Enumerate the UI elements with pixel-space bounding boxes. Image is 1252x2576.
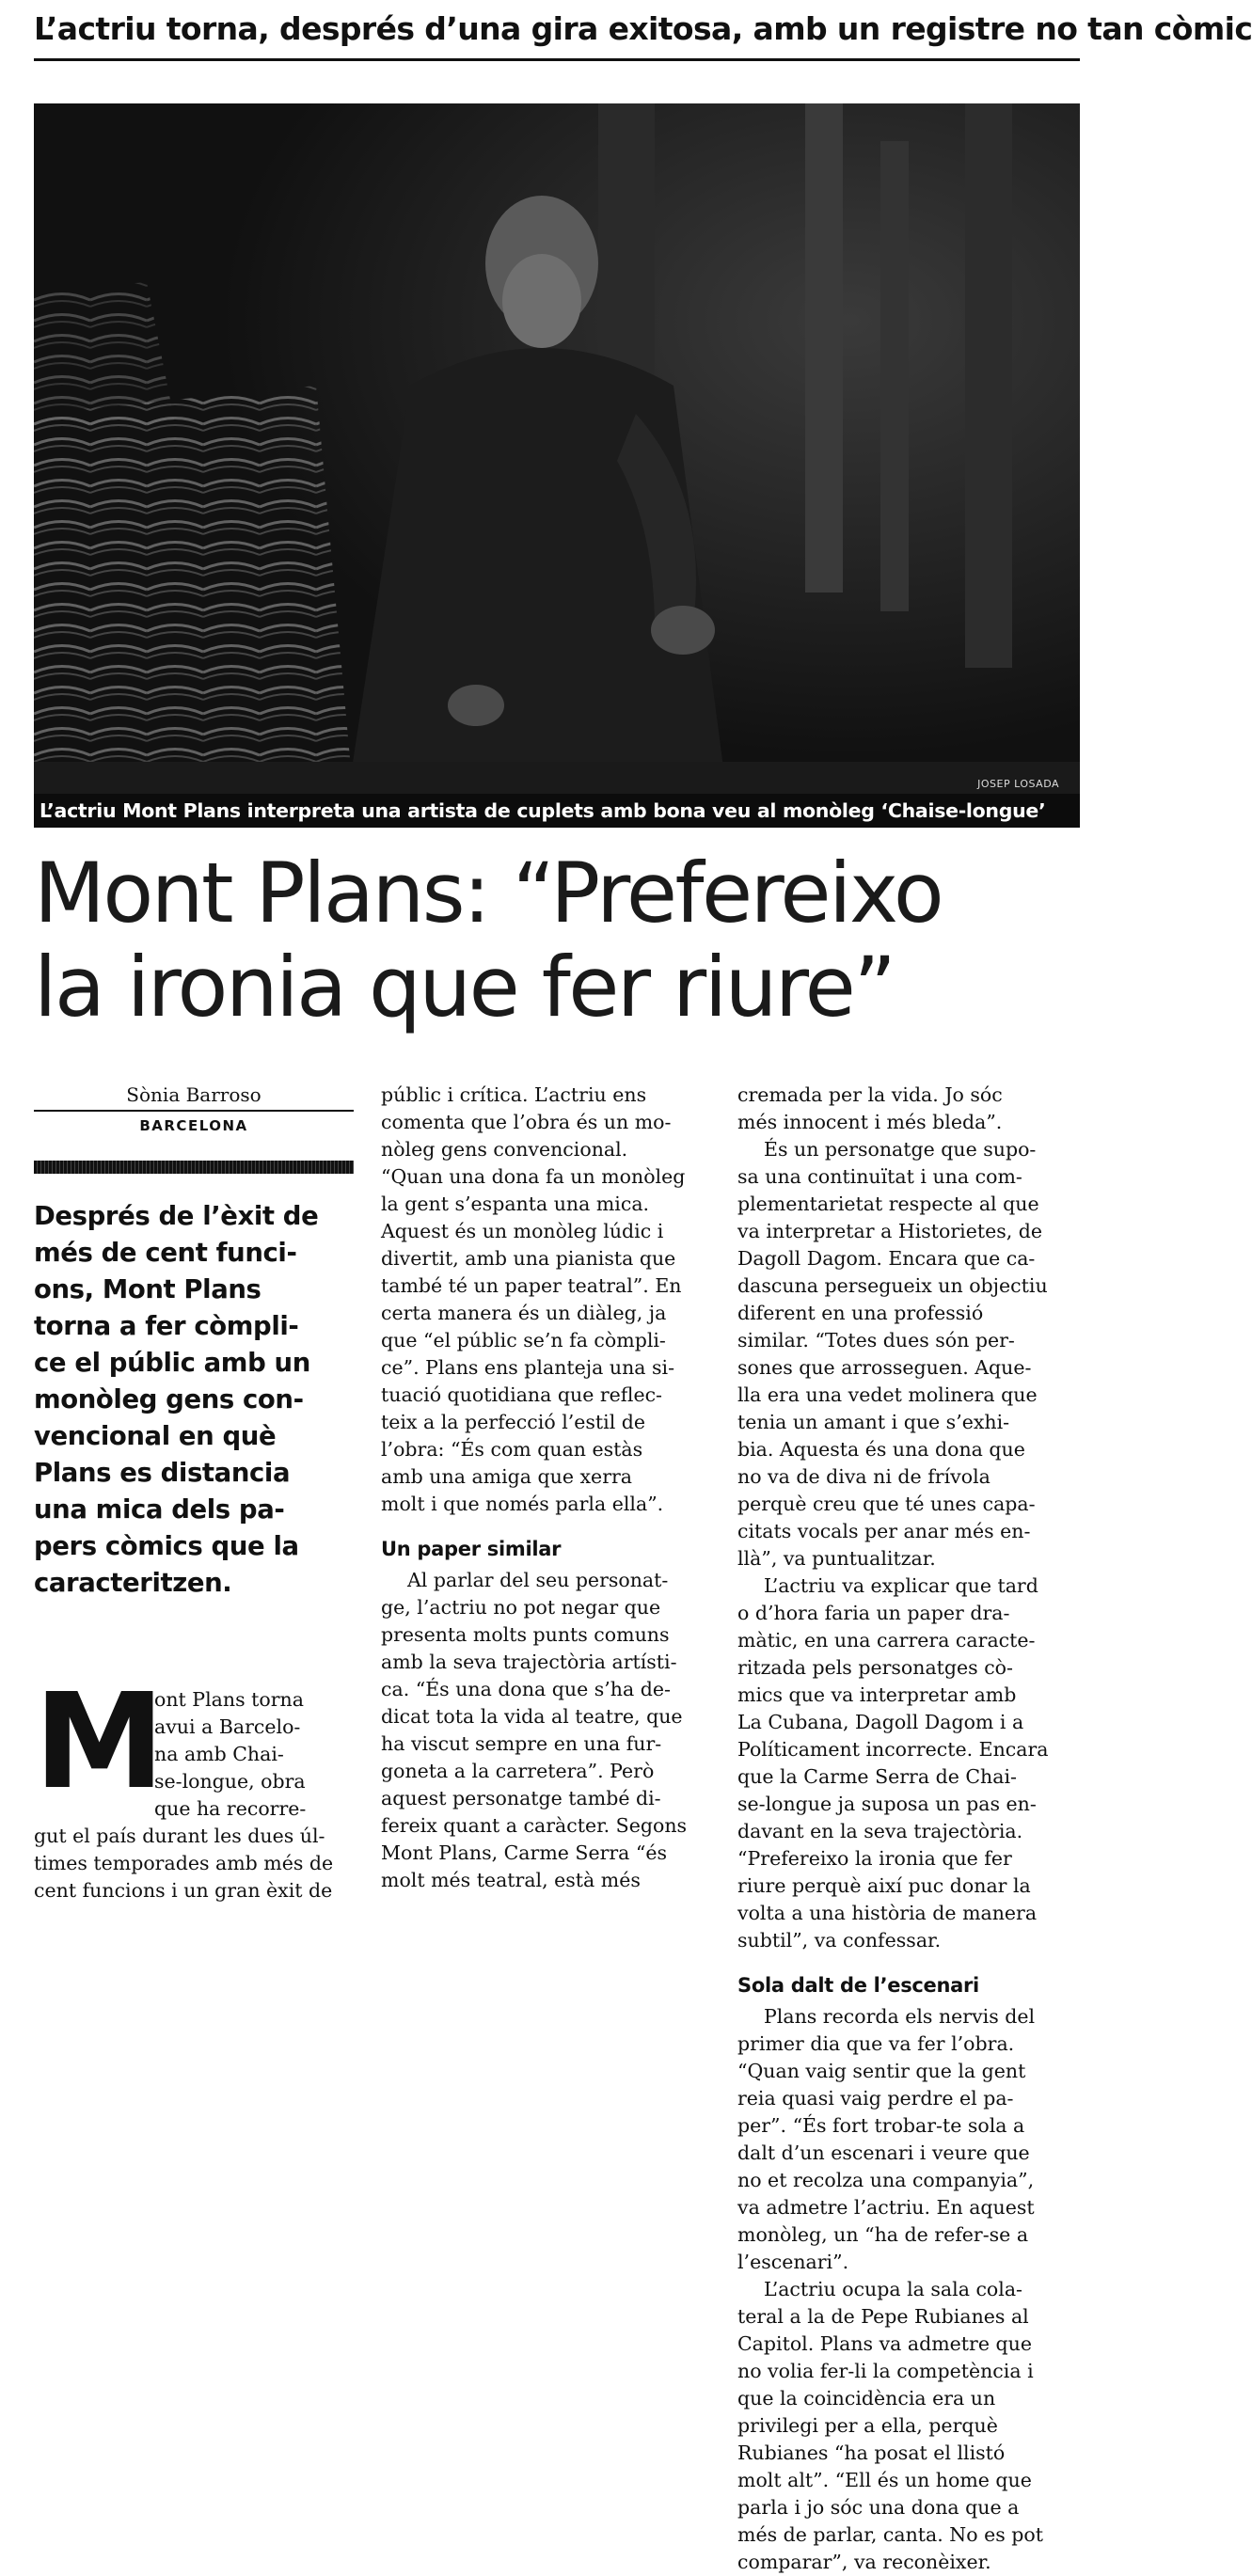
text-line: L’actriu va explicar que tard	[764, 1574, 1038, 1597]
text-line: no va de diva ni de frívola	[737, 1465, 991, 1488]
text-line: no volia fer-li la competència i	[737, 2360, 1034, 2382]
text-line: tuació quotidiana que reflec-	[381, 1383, 662, 1406]
text-line: aquest personatge també di-	[381, 1787, 661, 1810]
text-line: que la Carme Serra de Chai-	[737, 1765, 1017, 1788]
dropcap-text-line: na amb Chai-	[154, 1743, 284, 1765]
text-line: també té un paper teatral”. En	[381, 1274, 682, 1297]
summary-line: Plans es distancia	[34, 1458, 291, 1488]
text-line: citats vocals per anar més en-	[737, 1520, 1031, 1542]
text-line: Al parlar del seu personat-	[407, 1569, 669, 1591]
byline-author: Sònia Barroso	[126, 1083, 261, 1106]
text-line: que la coincidència era un	[737, 2387, 996, 2410]
text-line: va admetre l’actriu. En aquest	[737, 2196, 1035, 2219]
column-1	[34, 1082, 354, 1904]
text-line: molt alt”. “Ell és un home que	[737, 2469, 1032, 2491]
text-line: “Prefereixo la ironia que fer	[737, 1847, 1012, 1870]
text-line: dalt d’un escenari i veure que	[737, 2141, 1030, 2164]
text-line: riure perquè així puc donar la	[737, 1874, 1031, 1897]
text-line: nòleg gens convencional.	[381, 1138, 628, 1161]
subhead-sola-dalt: Sola dalt de l’escenari	[737, 1974, 979, 1997]
summary-line: monòleg gens con-	[34, 1384, 304, 1414]
text-line: volta a una història de manera	[737, 1902, 1038, 1924]
text-line: diferent en una professió	[737, 1302, 984, 1324]
text-line: ritzada pels personatges cò-	[737, 1656, 1013, 1679]
text-line: l’escenari”.	[737, 2251, 849, 2273]
dropcap-text-line: avui a Barcelo-	[154, 1715, 301, 1738]
text-line: l’obra: “És com quan estàs	[381, 1438, 643, 1461]
summary-line: pers còmics que la	[34, 1531, 299, 1561]
text-line: públic i crítica. L’actriu ens	[381, 1083, 647, 1106]
dropcap-text-line: ont Plans torna	[154, 1688, 304, 1711]
text-line: reia quasi vaig perdre el pa-	[737, 2087, 1014, 2110]
headline-line-1: Mont Plans: “Prefereixo	[34, 845, 943, 941]
text-line: mics que va interpretar amb	[737, 1683, 1017, 1706]
text-line: comparar”, va reconèixer.	[737, 2551, 991, 2573]
text-line: dascuna persegueix un objectiu	[737, 1274, 1048, 1297]
summary-line: vencional en què	[34, 1421, 277, 1451]
text-line: perquè creu que té unes capa-	[737, 1493, 1036, 1515]
text-line: bia. Aquesta és una dona que	[737, 1438, 1025, 1461]
text-line: ha viscut sempre en una fur-	[381, 1732, 662, 1755]
text-line: molt i que només parla ella”.	[381, 1493, 664, 1515]
article-photo	[34, 103, 1080, 828]
text-line: L’actriu ocupa la sala cola-	[764, 2278, 1022, 2300]
drop-cap: M	[34, 1666, 160, 1819]
text-line: Políticament incorrecte. Encara	[737, 1738, 1049, 1761]
text-line: monòleg, un “ha de refer-se a	[737, 2223, 1029, 2246]
summary-line: Després de l’èxit de	[34, 1201, 319, 1231]
text-line: cremada per la vida. Jo sóc	[737, 1083, 1003, 1106]
text-line: que “el públic se’n fa còmpli-	[381, 1329, 666, 1351]
text-line: sones que arrosseguen. Aque-	[737, 1356, 1032, 1379]
text-line: no et recolza una companyia”,	[737, 2169, 1035, 2191]
text-line: se-longue ja suposa un pas en-	[737, 1793, 1037, 1815]
summary-line: ons, Mont Plans	[34, 1274, 261, 1304]
summary-line: més de cent funci-	[34, 1238, 297, 1268]
text-line: davant en la seva trajectòria.	[737, 1820, 1023, 1842]
text-line: tenia un amant i que s’exhi-	[737, 1411, 1010, 1433]
text-line: ca. “És una dona que s’ha de-	[381, 1678, 671, 1700]
summary-line: torna a fer còmpli-	[34, 1311, 299, 1341]
text-line: certa manera és un diàleg, ja	[381, 1302, 667, 1324]
text-line: per”. “És fort trobar-te sola a	[737, 2114, 1025, 2137]
text-line: teral a la de Pepe Rubianes al	[737, 2305, 1029, 2328]
text-line: ge, l’actriu no pot negar que	[381, 1596, 661, 1619]
text-line: o d’hora faria un paper dra-	[737, 1602, 1010, 1624]
dropcap-text-line: se-longue, obra	[154, 1770, 306, 1793]
text-line: amb la seva trajectòria artísti-	[381, 1651, 677, 1673]
text-line: Mont Plans, Carme Serra “és	[381, 1841, 668, 1864]
text-line: la gent s’espanta una mica.	[381, 1193, 650, 1215]
text-line: parla i jo sóc una dona que a	[737, 2496, 1020, 2519]
summary-lead	[34, 1198, 354, 1602]
text-line: molt més teatral, està més	[381, 1869, 641, 1891]
text-line: plementarietat respecte al que	[737, 1193, 1039, 1215]
text-line: Dagoll Dagom. Encara que ca-	[737, 1247, 1036, 1270]
text-line: times temporades amb més de	[34, 1852, 334, 1874]
text-line: lla era una vedet molinera que	[737, 1383, 1038, 1406]
text-line: divertit, amb una pianista que	[381, 1247, 676, 1270]
text-line: similar. “Totes dues són per-	[737, 1329, 1015, 1351]
text-line: subtil”, va confessar.	[737, 1929, 942, 1952]
summary-line: ce el públic amb un	[34, 1348, 310, 1378]
text-line: amb una amiga que xerra	[381, 1465, 633, 1488]
text-line: Plans recorda els nervis del	[764, 2005, 1036, 2028]
text-line: dicat tota la vida al teatre, que	[381, 1705, 683, 1728]
text-line: màtic, en una carrera caracte-	[737, 1629, 1036, 1651]
text-line: La Cubana, Dagoll Dagom i a	[737, 1711, 1024, 1733]
text-line: primer dia que va fer l’obra.	[737, 2032, 1015, 2055]
body-text-col2-b	[381, 1567, 710, 1894]
kicker: L’actriu torna, després d’una gira exitosa, amb un registre no tan còmic	[34, 0, 1080, 61]
text-line: llà”, va puntualitzar.	[737, 1547, 936, 1570]
body-text-col3-a	[737, 1082, 1078, 1954]
column-2	[381, 1082, 710, 1894]
summary-line: caracteritzen.	[34, 1568, 232, 1598]
text-line: més de parlar, canta. No es pot	[737, 2523, 1043, 2546]
text-line: cent funcions i un gran èxit de	[34, 1879, 333, 1902]
text-line: més innocent i més bleda”.	[737, 1111, 1003, 1133]
subhead-un-paper-similar: Un paper similar	[381, 1538, 562, 1560]
text-line: goneta a la carretera”. Però	[381, 1760, 655, 1782]
body-text-col3-b	[737, 2003, 1078, 2576]
decorative-rule	[34, 1161, 354, 1174]
text-line: gut el país durant les dues úl-	[34, 1825, 325, 1847]
article-opening	[34, 1666, 354, 1904]
photo-credit: JOSEP LOSADA	[977, 778, 1059, 790]
text-line: comenta que l’obra és un mo-	[381, 1111, 672, 1133]
text-line: Rubianes “ha posat el llistó	[737, 2442, 1006, 2464]
text-line: “Quan una dona fa un monòleg	[381, 1165, 686, 1188]
summary-line: una mica dels pa-	[34, 1494, 285, 1525]
photo-caption: L’actriu Mont Plans interpreta una artista de cuplets amb bona veu al monòleg ‘Chaise-longue’	[34, 794, 1080, 828]
photo-image	[34, 103, 1080, 828]
text-line: Capitol. Plans va admetre que	[737, 2332, 1032, 2355]
headline-line-2: la ironia que fer riure”	[34, 939, 895, 1035]
text-line: privilegi per a ella, perquè	[737, 2414, 998, 2437]
text-line: És un personatge que supo-	[764, 1138, 1037, 1161]
text-line: ce”. Plans ens planteja una si-	[381, 1356, 675, 1379]
text-line: Aquest és un monòleg lúdic i	[381, 1220, 664, 1242]
text-line: sa una continuïtat i una com-	[737, 1165, 1022, 1188]
column-3	[737, 1082, 1078, 2576]
text-line: va interpretar a Historietes, de	[737, 1220, 1043, 1242]
dropcap-text-line: que ha recorre-	[154, 1797, 307, 1820]
headline	[34, 846, 1080, 1035]
text-line: presenta molts punts comuns	[381, 1623, 670, 1646]
text-line: fereix quant a caràcter. Segons	[381, 1814, 688, 1837]
body-text-col2-a	[381, 1082, 710, 1518]
text-line: teix a la perfecció l’estil de	[381, 1411, 646, 1433]
byline-city: BARCELONA	[34, 1110, 354, 1138]
text-line: “Quan vaig sentir que la gent	[737, 2060, 1026, 2082]
